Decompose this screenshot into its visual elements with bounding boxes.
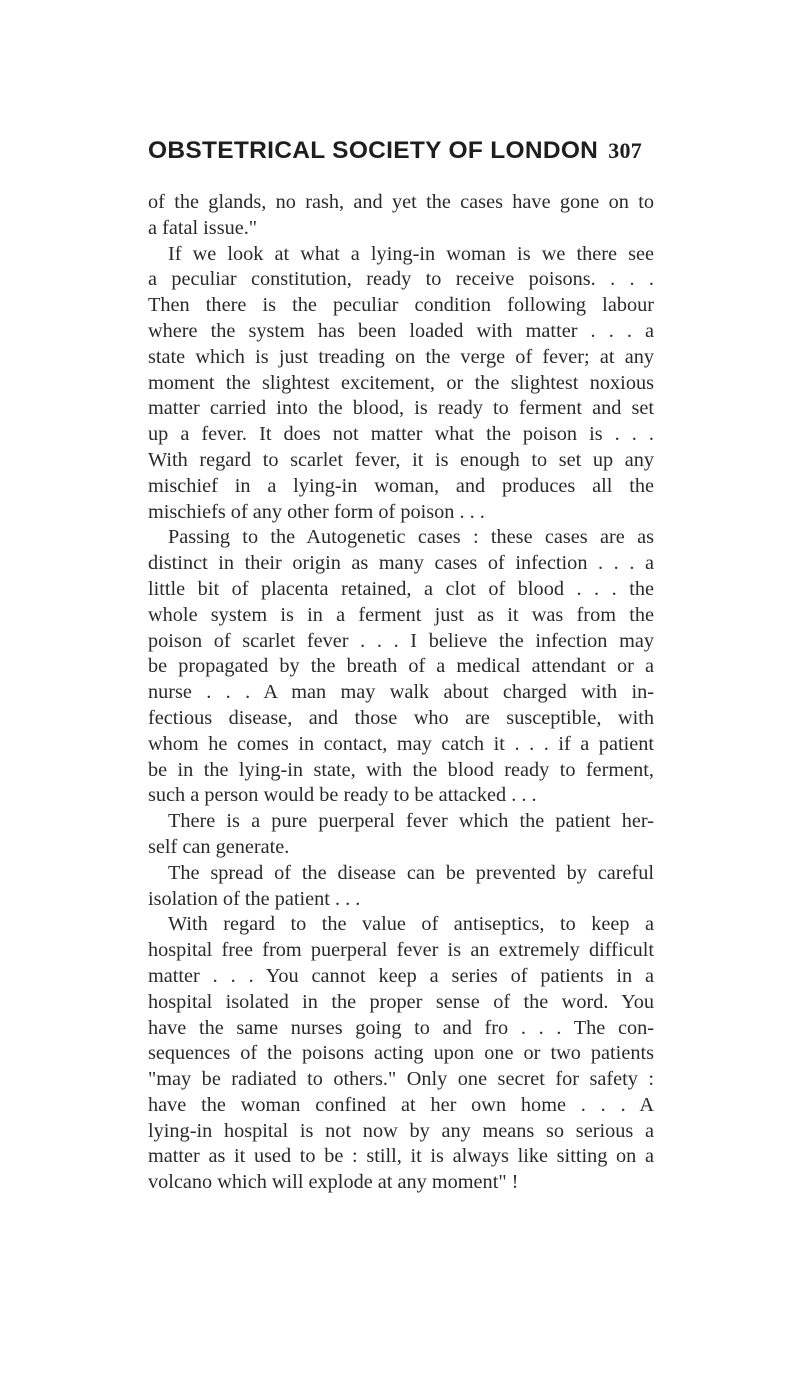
text-line: fectious disease, and those who are susceptible, with bbox=[148, 706, 654, 729]
text-line: moment the slightest excitement, or the slightest noxious bbox=[148, 371, 654, 394]
text-line: have the woman confined at her own home . . . A bbox=[148, 1093, 654, 1116]
text-line: where the system has been loaded with matter . . . a bbox=[148, 319, 654, 342]
body-text bbox=[148, 190, 654, 1196]
text-line: a peculiar constitution, ready to receive poisons. . . . bbox=[148, 268, 654, 291]
page-number: 307 bbox=[608, 138, 643, 163]
text-line: distinct in their origin as many cases of infection . . . a bbox=[148, 552, 654, 575]
text-line: The spread of the disease can be prevented by careful bbox=[168, 861, 654, 884]
text-line: matter . . . You cannot keep a series of patients in a bbox=[148, 964, 654, 987]
text-line: state which is just treading on the verge of fever; at any bbox=[148, 345, 654, 368]
text-line: lying-in hospital is not now by any means so serious a bbox=[148, 1119, 654, 1142]
text-line: If we look at what a lying-in woman is we there see bbox=[168, 242, 654, 265]
text-line: nurse . . . A man may walk about charged with in- bbox=[148, 681, 654, 704]
text-line: be propagated by the breath of a medical attendant or a bbox=[148, 655, 654, 678]
text-line: matter carried into the blood, is ready to ferment and set bbox=[148, 397, 654, 420]
text-line: up a fever. It does not matter what the poison is . . . bbox=[148, 423, 654, 446]
text-line: hospital free from puerperal fever is an extremely difficult bbox=[148, 939, 654, 962]
text-line: such a person would be ready to be attacked . . . bbox=[148, 784, 537, 807]
text-line: "may be radiated to others." Only one secret for safety : bbox=[148, 1068, 654, 1091]
text-line: hospital isolated in the proper sense of the word. You bbox=[148, 990, 654, 1013]
text-line: be in the lying-in state, with the blood ready to ferment, bbox=[148, 758, 654, 781]
text-line: Passing to the Autogenetic cases : these cases are as bbox=[168, 526, 654, 549]
text-line: There is a pure puerperal fever which the patient her- bbox=[168, 810, 654, 833]
text-line: have the same nurses going to and fro . . . The con- bbox=[148, 1016, 654, 1039]
text-line: a fatal issue." bbox=[148, 216, 258, 239]
text-line: mischief in a lying-in woman, and produces all the bbox=[148, 474, 654, 497]
text-line: self can generate. bbox=[148, 835, 290, 858]
running-head bbox=[148, 137, 688, 165]
text-line: sequences of the poisons acting upon one or two patients bbox=[148, 1042, 654, 1065]
text-line: little bit of placenta retained, a clot of blood . . . the bbox=[148, 577, 654, 600]
text-line: whole system is in a ferment just as it was from the bbox=[148, 603, 654, 626]
text-line: isolation of the patient . . . bbox=[148, 887, 361, 910]
text-line: mischiefs of any other form of poison . . . bbox=[148, 500, 485, 523]
text-line: poison of scarlet fever . . . I believe the infection may bbox=[148, 629, 654, 652]
text-line: matter as it used to be : still, it is always like sitting on a bbox=[148, 1145, 654, 1168]
text-line: With regard to the value of antiseptics, to keep a bbox=[168, 913, 654, 936]
text-line: whom he comes in contact, may catch it . . . if a patient bbox=[148, 732, 654, 755]
text-line: With regard to scarlet fever, it is enough to set up any bbox=[148, 448, 654, 471]
text-line: of the glands, no rash, and yet the cases have gone on to bbox=[148, 191, 654, 213]
text-line: Then there is the peculiar condition following labour bbox=[148, 294, 654, 317]
running-head-title: OBSTETRICAL SOCIETY OF LONDON bbox=[148, 137, 599, 164]
text-line: volcano which will explode at any moment" ! bbox=[148, 1171, 519, 1194]
